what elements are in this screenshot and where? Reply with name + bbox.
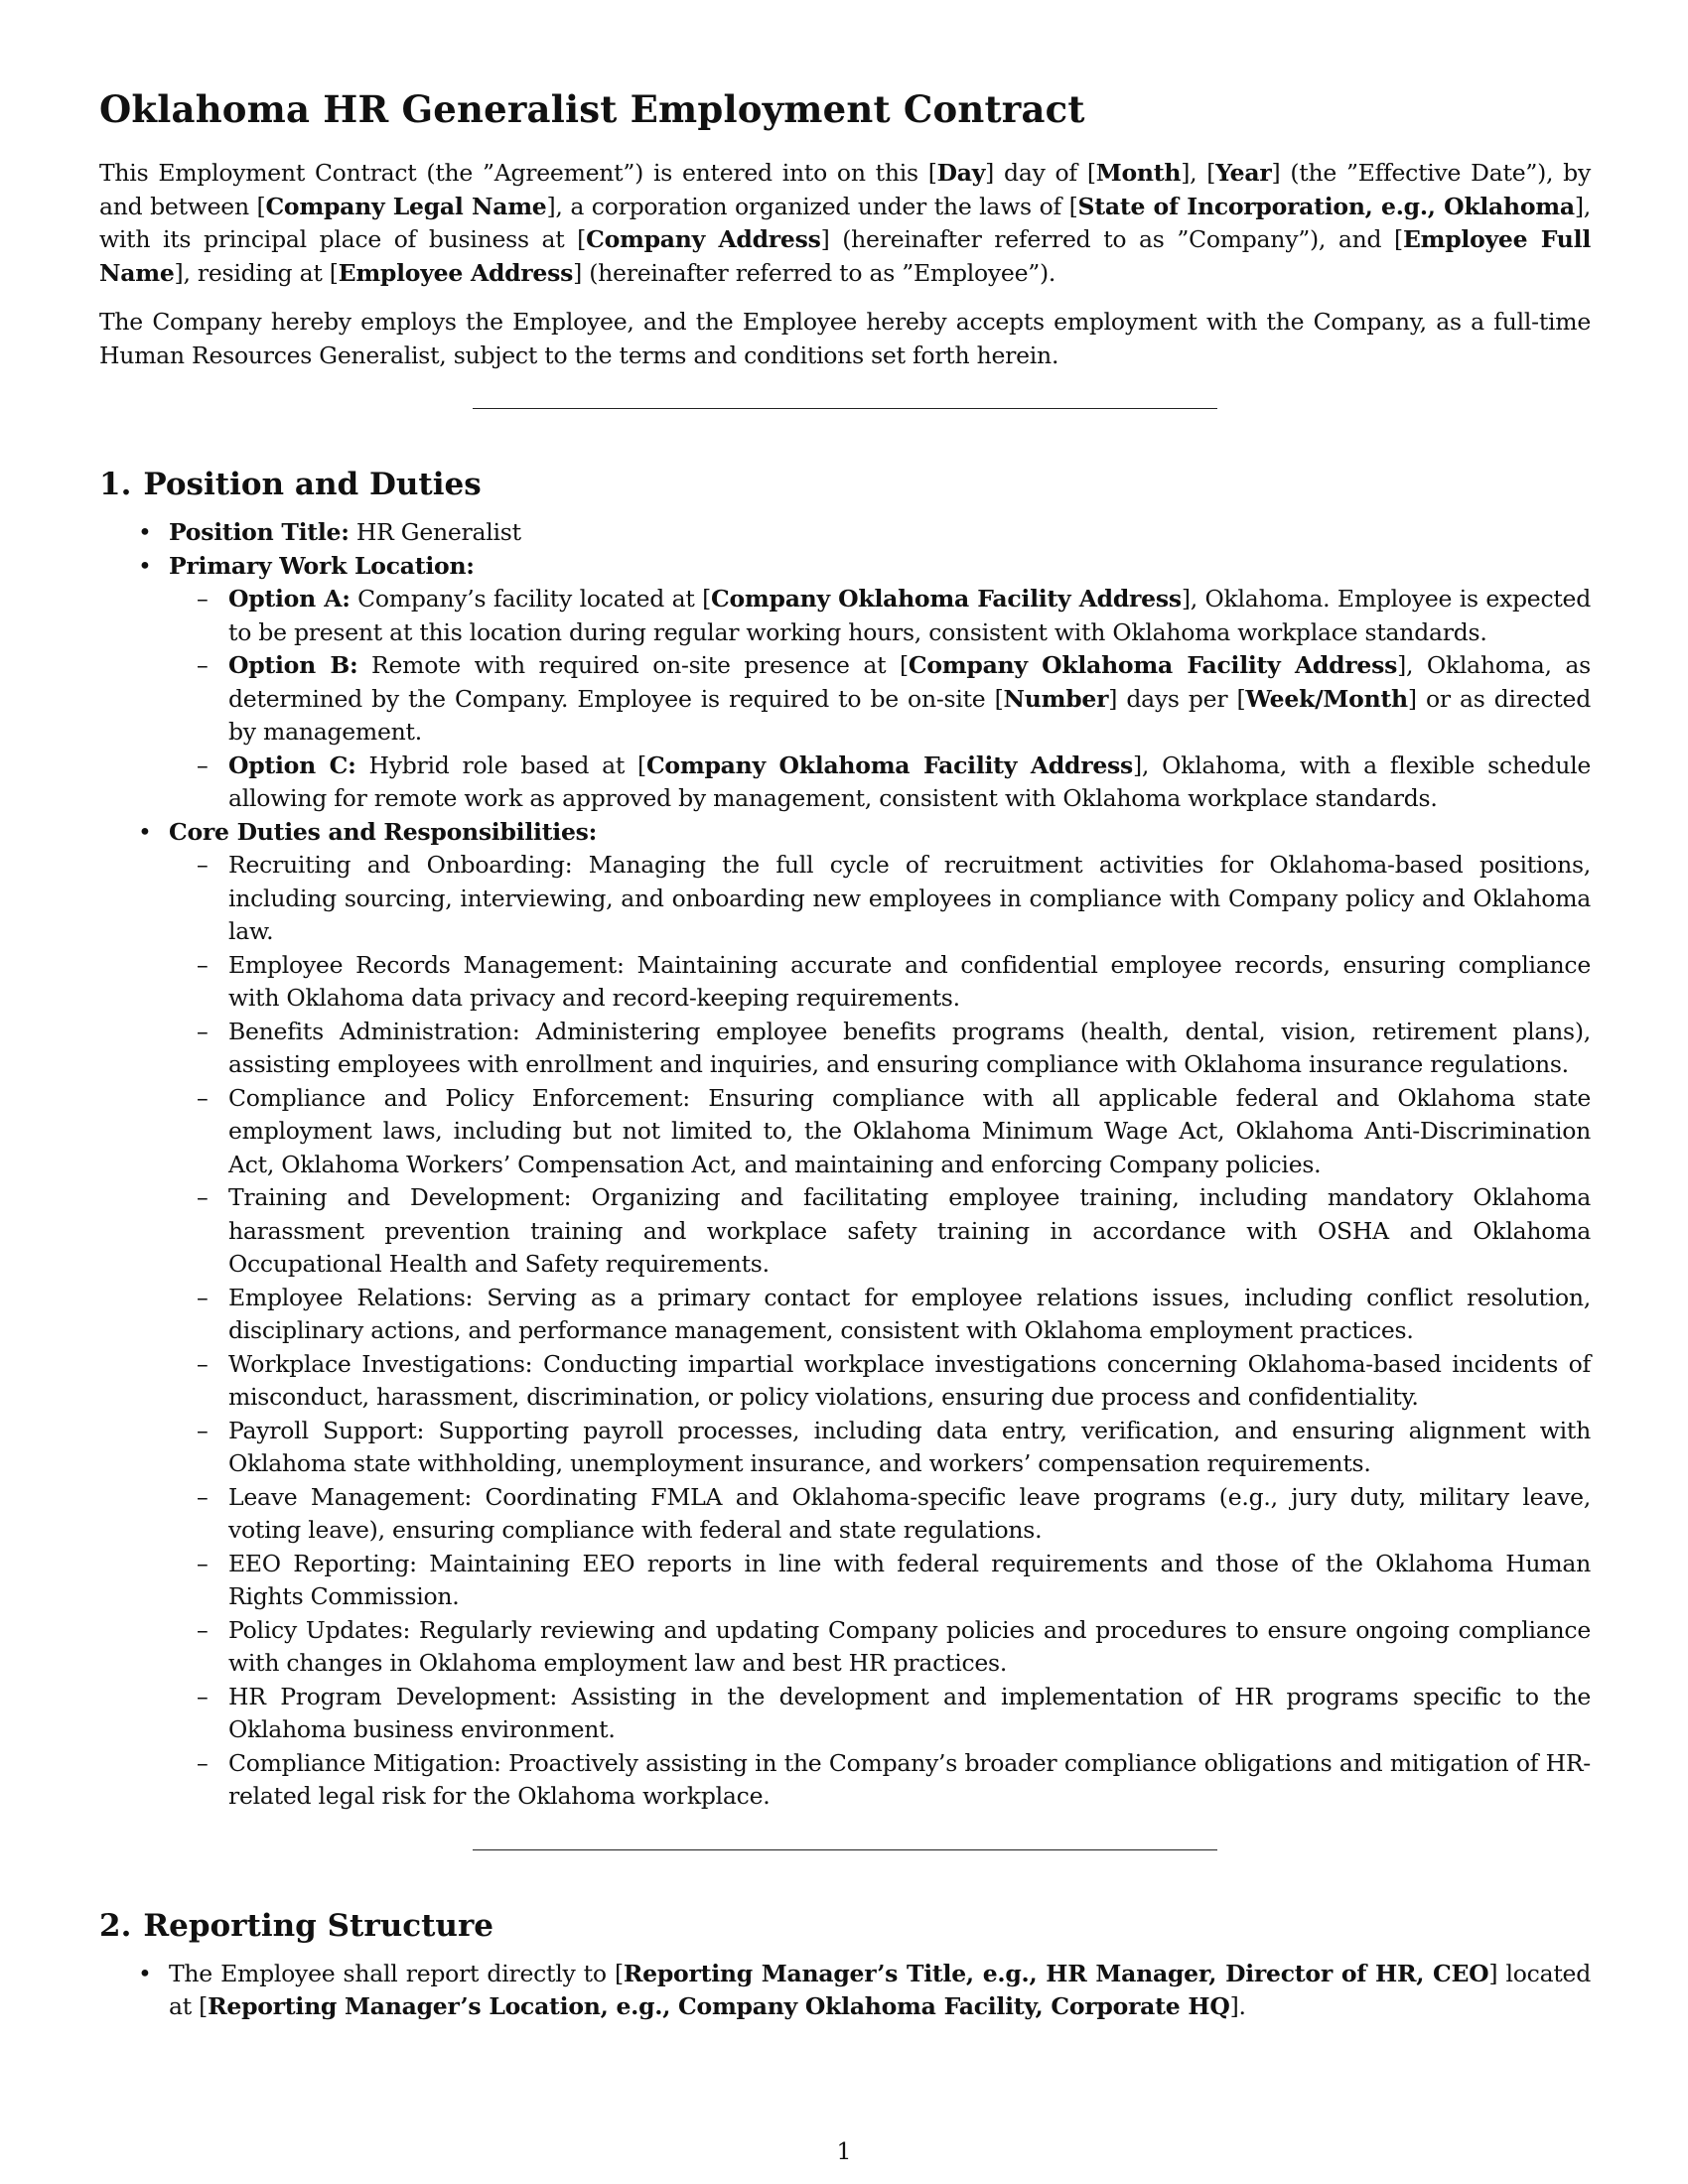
intro-paragraph-2: The Company hereby employs the Employee, and the Employee hereby accepts employment with the Company, as a full-time Human Resources Generalist, subject to the terms and conditions set forth herein. <box>99 308 1591 369</box>
text-run: ], Oklahoma. Employee is expected to be present at this location during regular working hours, consistent with Oklahoma workplace standards. <box>228 585 1591 646</box>
dash-icon: – <box>197 851 209 879</box>
position-title-label: Position Title: <box>169 518 350 546</box>
duty-text: Leave Management: Coordinating FMLA and Oklahoma-specific leave programs (e.g., jury duty, military leave, voting leave), ensuring compliance with federal and state regulations. <box>228 1482 1591 1544</box>
text-run: ] (hereinafter referred to as ”Employee”). <box>573 258 1056 287</box>
duty-text: Policy Updates: Regularly reviewing and updating Company policies and procedures to ensure ongoing compliance with changes in Oklahoma employment law and best HR practices. <box>228 1615 1591 1677</box>
placeholder-field: Day <box>936 159 986 187</box>
bullet-icon: • <box>138 518 152 546</box>
text-run: Remote with required on-site presence at [ <box>357 651 909 679</box>
core-duties-list <box>169 849 1591 1814</box>
placeholder-field: Reporting Manager’s Location, e.g., Company Oklahoma Facility, Corporate HQ <box>208 1992 1230 2020</box>
page-number: 1 <box>836 2137 852 2165</box>
placeholder-field: Option C: <box>228 751 356 779</box>
text-run: ], Oklahoma, as determined by the Company. Employee is required to be on-site [ <box>228 651 1591 713</box>
text-run: ] day of [ <box>985 159 1096 187</box>
bullet-icon: • <box>138 817 152 846</box>
duty-text: Training and Development: Organizing and facilitating employee training, including mandatory Oklahoma harassment prevention training and workplace safety training in accordance with OSHA and Oklahoma Occupational Health and Safety requirements. <box>228 1183 1591 1278</box>
dash-icon: – <box>197 1183 209 1211</box>
dash-icon: – <box>197 1283 209 1311</box>
option-a-text <box>228 585 1591 646</box>
text-run: ], residing at [ <box>174 258 339 287</box>
list-item-core-duties <box>99 816 1591 1814</box>
option-b-item <box>169 649 1591 750</box>
dash-icon: – <box>197 950 209 979</box>
duty-text: Employee Records Management: Maintaining accurate and confidential employee records, ensuring compliance with Oklahoma data privacy and record-keeping requirements. <box>228 950 1591 1012</box>
work-location-label: Primary Work Location: <box>169 551 475 580</box>
section-2-list <box>99 1958 1591 2024</box>
intro-paragraph-1 <box>99 157 1591 290</box>
placeholder-field: Company Legal Name <box>265 192 547 220</box>
dash-icon: – <box>197 1349 209 1378</box>
placeholder-field: Option A: <box>228 585 351 613</box>
section-divider <box>473 408 1217 409</box>
placeholder-field: Year <box>1215 159 1272 187</box>
dash-icon: – <box>197 1083 209 1112</box>
list-item-position-title <box>99 516 1591 550</box>
placeholder-field: Reporting Manager’s Title, e.g., HR Manager, Director of HR, CEO <box>623 1959 1489 1987</box>
dash-icon: – <box>197 585 209 613</box>
option-c-item <box>169 750 1591 816</box>
text-run: ], [ <box>1181 159 1216 187</box>
reporting-text <box>169 1960 1591 2021</box>
placeholder-field: Company Oklahoma Facility Address <box>711 585 1182 613</box>
placeholder-field: Company Address <box>586 225 821 253</box>
text-run: ], Oklahoma, with a flexible schedule allowing for remote work as approved by management, consistent with Oklahoma workplace standards. <box>228 751 1592 812</box>
duty-item <box>169 949 1591 1016</box>
dash-icon: – <box>197 751 209 779</box>
section-2-number: 2. <box>99 1907 132 1944</box>
placeholder-field: Month <box>1095 159 1182 187</box>
duty-item <box>169 1481 1591 1548</box>
position-title-value: HR Generalist <box>349 518 521 546</box>
document-title: Oklahoma HR Generalist Employment Contract <box>99 87 1085 131</box>
duty-item <box>169 1614 1591 1681</box>
text-run: ] or as directed by management. <box>228 684 1591 746</box>
option-a-item <box>169 583 1591 649</box>
option-b-text <box>228 651 1591 746</box>
duty-item <box>169 1548 1591 1614</box>
duty-text: Compliance and Policy Enforcement: Ensuring compliance with all applicable federal and Oklahoma state employment laws, including but not limited to, the Oklahoma Minimum Wage Act, Oklahoma Anti-Discrimination Act, Oklahoma Workers’ Compensation Act, and maintaining and enforcing Company policies. <box>228 1083 1591 1178</box>
section-2-title: Reporting Structure <box>143 1907 494 1944</box>
placeholder-field: Employee Full Name <box>99 225 1591 287</box>
placeholder-field: Employee Address <box>338 258 574 287</box>
duty-item <box>169 1016 1591 1082</box>
dash-icon: – <box>197 651 209 679</box>
work-location-options <box>169 583 1591 816</box>
text-run: ], with its principal place of business at [ <box>99 192 1592 253</box>
section-1-title: Position and Duties <box>143 467 482 502</box>
duty-text: Recruiting and Onboarding: Managing the full cycle of recruitment activities for Oklahoma-based positions, including sourcing, interviewing, and onboarding new employees in compliance with Company policy and Oklahoma law. <box>228 851 1591 945</box>
text-run: ] days per [ <box>1108 684 1246 713</box>
section-2-heading <box>99 1908 1591 1944</box>
duty-item <box>169 849 1591 949</box>
core-duties-label: Core Duties and Responsibilities: <box>169 817 598 846</box>
placeholder-field: Company Oklahoma Facility Address <box>908 651 1398 679</box>
dash-icon: – <box>197 1682 209 1710</box>
duty-text: Compliance Mitigation: Proactively assisting in the Company’s broader compliance obligations and mitigation of HR-related legal risk for the Oklahoma workplace. <box>228 1748 1591 1810</box>
list-item-work-location <box>99 550 1591 816</box>
placeholder-field: Option B: <box>228 651 358 679</box>
text-run: This Employment Contract (the ”Agreement”) is entered into on this [ <box>99 159 937 187</box>
bullet-icon: • <box>138 1959 152 1987</box>
text-run: Hybrid role based at [ <box>355 751 646 779</box>
placeholder-field: Week/Month <box>1245 684 1408 713</box>
section-divider <box>473 1849 1217 1850</box>
dash-icon: – <box>197 1482 209 1511</box>
dash-icon: – <box>197 1549 209 1577</box>
section-1-list <box>99 516 1591 1814</box>
dash-icon: – <box>197 1416 209 1444</box>
duty-text: Benefits Administration: Administering employee benefits programs (health, dental, vision, retirement plans), assisting employees with enrollment and inquiries, and ensuring compliance with Oklahoma insurance regulations. <box>228 1017 1591 1078</box>
duty-item <box>169 1282 1591 1348</box>
text-run: ]. <box>1229 1992 1246 2020</box>
duty-item <box>169 1181 1591 1282</box>
section-1-heading <box>99 467 1591 502</box>
dash-icon: – <box>197 1748 209 1777</box>
dash-icon: – <box>197 1615 209 1644</box>
placeholder-field: Company Oklahoma Facility Address <box>645 751 1134 779</box>
duty-item <box>169 1681 1591 1747</box>
text-run: Company’s facility located at [ <box>350 585 712 613</box>
bullet-icon: • <box>138 551 152 580</box>
section-1-number: 1. <box>99 467 132 502</box>
text-run: ] (the ”Effective Date”), by and between [ <box>99 159 1592 220</box>
duty-item <box>169 1348 1591 1415</box>
dash-icon: – <box>197 1017 209 1045</box>
text-run: The Employee shall report directly to [ <box>169 1959 624 1987</box>
duty-text: Workplace Investigations: Conducting impartial workplace investigations concerning Oklahoma-based incidents of misconduct, harassment, discrimination, or policy violations, ensuring due process and confidentiality. <box>228 1349 1591 1411</box>
duty-item <box>169 1747 1591 1814</box>
list-item-reporting <box>99 1958 1591 2024</box>
duty-text: EEO Reporting: Maintaining EEO reports in line with federal requirements and those of the Oklahoma Human Rights Commission. <box>228 1549 1591 1610</box>
placeholder-field: Number <box>1003 684 1109 713</box>
duty-text: HR Program Development: Assisting in the development and implementation of HR programs specific to the Oklahoma business environment. <box>228 1682 1591 1743</box>
text-run: ], a corporation organized under the laws of [ <box>546 192 1078 220</box>
duty-item <box>169 1082 1591 1182</box>
duty-text: Payroll Support: Supporting payroll processes, including data entry, verification, and ensuring alignment with Oklahoma state withholding, unemployment insurance, and workers’ compensation requirements. <box>228 1416 1591 1477</box>
document-page <box>99 87 1591 2024</box>
text-run: ] (hereinafter referred to as ”Company”), and [ <box>820 225 1403 253</box>
duty-item <box>169 1415 1591 1481</box>
option-c-text <box>228 751 1591 813</box>
text-run: ] located at [ <box>169 1959 1591 2020</box>
duty-text: Employee Relations: Serving as a primary contact for employee relations issues, including conflict resolution, disciplinary actions, and performance management, consistent with Oklahoma employment practices. <box>228 1283 1591 1344</box>
placeholder-field: State of Incorporation, e.g., Oklahoma <box>1077 192 1575 220</box>
